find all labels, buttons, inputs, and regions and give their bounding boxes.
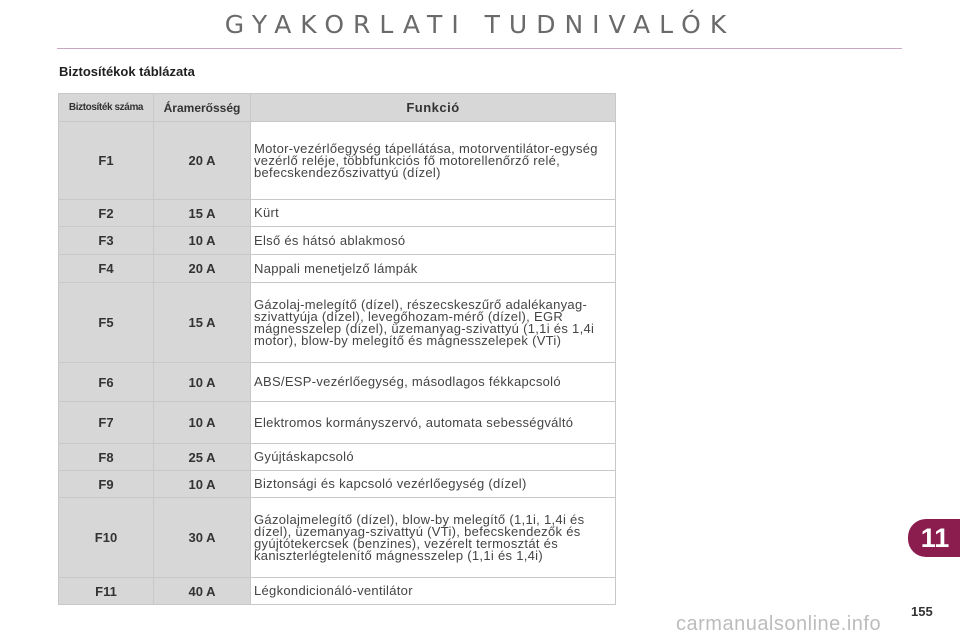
fuse-number: F8 [59,444,154,471]
chapter-badge: 11 [908,519,960,557]
table-row [59,402,616,444]
fuse-amperage: 10 A [154,471,251,498]
header-function: Funkció [251,94,616,122]
table-header-row [59,94,616,122]
fuse-table [58,93,616,605]
fuse-number: F7 [59,402,154,444]
fuse-number: F10 [59,498,154,578]
fuse-function: Gyújtáskapcsoló [251,444,616,471]
fuse-amperage: 15 A [154,200,251,227]
fuse-function: Gázolajmelegítő (dízel), blow-by melegítő (1,1i, 1,4i és dízel), üzemanyag-szivattyú (VTi), befecskendezők és gyújtótekercsek (benzines), vezérelt termosztát és kaniszterlégtelenítő mágnesszelep (1,1i és 1,4i) [251,498,616,578]
section-title: Biztosítékok táblázata [59,64,195,79]
fuse-function: Légkondicionáló-ventilátor [251,578,616,605]
fuse-amperage: 20 A [154,255,251,283]
fuse-amperage: 20 A [154,122,251,200]
fuse-number: F11 [59,578,154,605]
fuse-number: F2 [59,200,154,227]
table-row [59,283,616,363]
fuse-amperage: 40 A [154,578,251,605]
fuse-number: F3 [59,227,154,255]
fuse-function: Első és hátsó ablakmosó [251,227,616,255]
table-row [59,363,616,402]
page-header-title: GYAKORLATI TUDNIVALÓK [224,10,736,39]
fuse-amperage: 30 A [154,498,251,578]
fuse-function: Kürt [251,200,616,227]
table-row [59,227,616,255]
table-row [59,200,616,227]
fuse-function: Nappali menetjelző lámpák [251,255,616,283]
fuse-amperage: 10 A [154,363,251,402]
fuse-number: F9 [59,471,154,498]
table-row [59,498,616,578]
fuse-number: F6 [59,363,154,402]
fuse-amperage: 15 A [154,283,251,363]
fuse-number: F5 [59,283,154,363]
fuse-function: Motor-vezérlőegység tápellátása, motorventilátor-egység vezérlő reléje, többfunkciós fő motorellenőrző relé, befecskendezőszivattyú (dízel) [251,122,616,200]
fuse-amperage: 25 A [154,444,251,471]
fuse-function: Elektromos kormányszervó, automata sebességváltó [251,402,616,444]
watermark-text: carmanualsonline.info [676,613,882,635]
fuse-function: ABS/ESP-vezérlőegység, másodlagos fékkapcsoló [251,363,616,402]
header-fuse-number: Biztosíték száma [59,94,154,122]
fuse-number: F1 [59,122,154,200]
page-number: 155 [911,604,933,619]
fuse-amperage: 10 A [154,227,251,255]
table-row [59,122,616,200]
fuse-amperage: 10 A [154,402,251,444]
fuse-function: Biztonsági és kapcsoló vezérlőegység (dízel) [251,471,616,498]
fuse-number: F4 [59,255,154,283]
table-row [59,578,616,605]
header-amperage: Áramerősség [154,94,251,122]
table-row [59,255,616,283]
fuse-function: Gázolaj-melegítő (dízel), részecskeszűrő adalékanyag-szivattyúja (dízel), levegőhozam-mérő (dízel), EGR mágnesszelep (dízel), üzemanyag-szivattyú (1,1i és 1,4i motor), blow-by melegítő és mágnesszelepek (VTi) [251,283,616,363]
table-row [59,471,616,498]
header-divider [57,48,902,49]
table-row [59,444,616,471]
